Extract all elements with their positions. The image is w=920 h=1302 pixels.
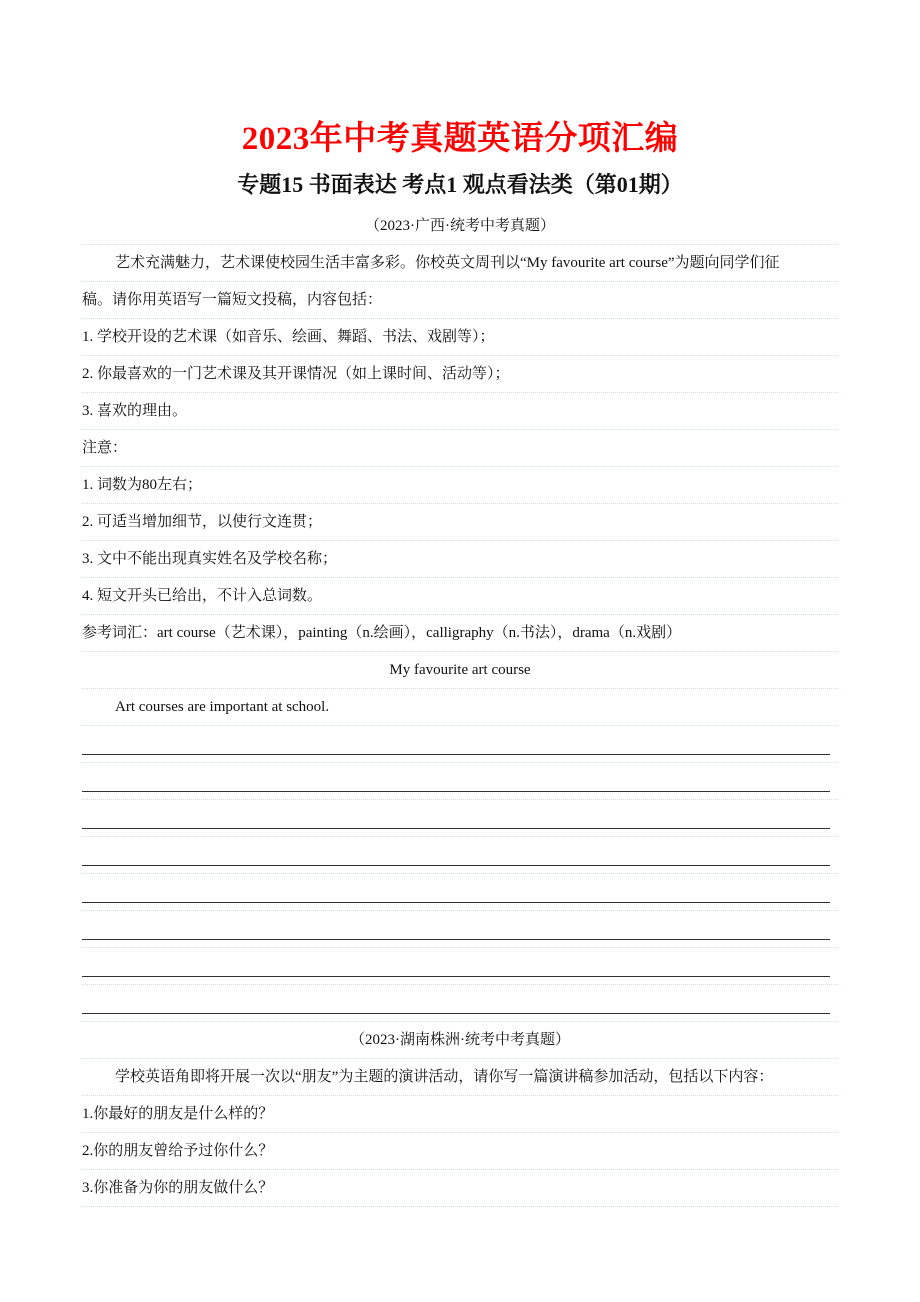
document-subtitle: 专题15 书面表达 考点1 观点看法类（第01期） [237,172,683,197]
content-item: 1. 学校开设的艺术课（如音乐、绘画、舞蹈、书法、戏剧等）； [82,319,838,356]
question-source: （2023·湖南株洲·统考中考真题） [82,1022,838,1059]
answer-line [82,837,838,874]
note-item: 2. 可适当增加细节，以使行文连贯； [82,504,838,541]
answer-line [82,985,838,1022]
answer-line [82,800,838,837]
content-item: 3.你准备为你的朋友做什么？ [82,1170,838,1207]
prompt-paragraph-cont: 稿。请你用英语写一篇短文投稿，内容包括： [82,282,838,319]
answer-line [82,763,838,800]
content-item: 1.你最好的朋友是什么样的？ [82,1096,838,1133]
prompt-paragraph: 艺术充满魅力，艺术课使校园生活丰富多彩。你校英文周刊以“My favourite art course”为题向同学们征 [82,245,838,282]
prompt-paragraph: 学校英语角即将开展一次以“朋友”为主题的演讲活动，请你写一篇演讲稿参加活动，包括以下内容： [82,1059,838,1096]
question-source: （2023·广西·统考中考真题） [82,208,838,245]
document-title: 2023年中考真题英语分项汇编 [241,121,679,157]
answer-line [82,874,838,911]
note-item: 4. 短文开头已给出，不计入总词数。 [82,578,838,615]
content-item: 2.你的朋友曾给予过你什么？ [82,1133,838,1170]
answer-line [82,948,838,985]
note-item: 1. 词数为80左右； [82,467,838,504]
vocabulary-hint: 参考词汇：art course（艺术课），painting（n.绘画），calligraphy（n.书法），drama（n.戏剧） [82,615,838,652]
essay-title: My favourite art course [82,652,838,689]
note-item: 3. 文中不能出现真实姓名及学校名称； [82,541,838,578]
essay-start: Art courses are important at school. [82,689,838,726]
note-label: 注意： [82,430,838,467]
answer-line [82,726,838,763]
answer-line [82,911,838,948]
content-item: 3. 喜欢的理由。 [82,393,838,430]
content-item: 2. 你最喜欢的一门艺术课及其开课情况（如上课时间、活动等）； [82,356,838,393]
document-body [82,208,838,1207]
